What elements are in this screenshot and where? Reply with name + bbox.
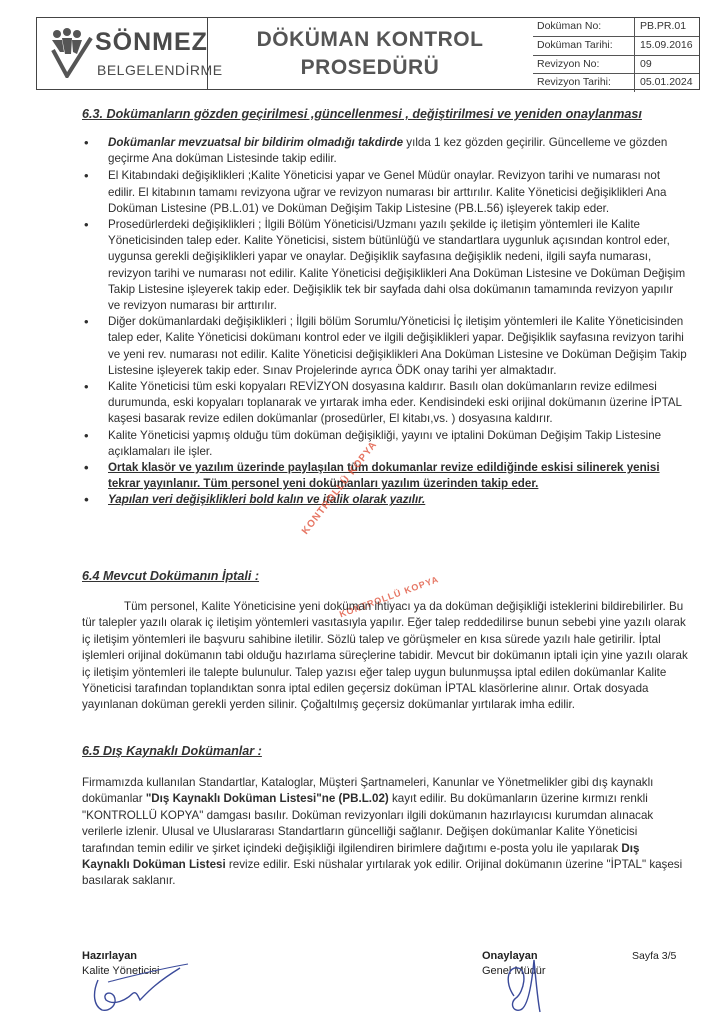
logo-name: SÖNMEZ [95, 28, 208, 56]
preparer-signature [84, 960, 194, 1016]
meta-value: PB.PR.01 [640, 20, 687, 32]
prepared-by: Kalite Yöneticisi [82, 965, 160, 977]
section-6-5-heading: 6.5 Dış Kaynaklı Dokümanlar : [82, 744, 262, 758]
list-item [82, 135, 688, 167]
section-6-3-list [82, 135, 688, 509]
section-6-5-text-part: Firmamızda kullanılan Standartlar, Kataloglar, Müşteri Şartnameleri, Kanunlar ve Yönetmelikler gibi dış kaynaklı dokümanlar [82, 776, 654, 806]
document-header [36, 17, 700, 90]
approved-by: Genel Müdür [482, 965, 546, 977]
meta-value: 15.09.2016 [640, 38, 693, 51]
title-line-1: DÖKÜMAN KONTROL [256, 27, 484, 51]
page-number: Sayfa 3/5 [632, 950, 677, 962]
meta-value: 09 [640, 57, 652, 70]
logo-cell [37, 18, 223, 89]
list-item: • Ortak klasör ve yazılım üzerinde paylaşılan tüm dokumanlar revize edildiğinde eskisi silinerek yenisi tekrar yayınlanır. Tüm personel yeni dokümanları yazılım üzerinden takip eder. [82, 460, 688, 492]
meta-row [533, 56, 699, 75]
section-6-5-text-part: kayıt edilir. Bu dokümanların üzerine kırmızı renkli "KONTROLLÜ KOPYA" damgası basılır. Doküman revizyonları ilgili dokümanın hazırlayıcısı kurumdan alınacak verilerle izlenir. Ulusal ve Uluslararası Standartların güncelliği sağlanır. Değişen dokümanlar Kalite Yöneticisi tarafından temin edilir ve şirket içindeki değişikliği ilgilendiren birimlere dağıtımı e-posta yolu ile yapılarak [82, 792, 654, 855]
meta-key: Doküman Tarihi: [533, 37, 635, 55]
meta-row [533, 74, 699, 92]
section-6-3-heading: 6.3. Dokümanların gözden geçirilmesi ,güncellenmesi , değiştirilmesi ve yeniden onaylanması [82, 107, 642, 121]
meta-key: Revizyon Tarihi: [533, 74, 635, 92]
list-item: • Diğer dokümanlardaki değişiklikleri ; İlgili bölüm Sorumlu/Yöneticisi İç iletişim yöntemleri ile Kalite Yöneticisinden talep eder, Kalite Yöneticisi dokümanı kontrol eder ve ilgili değişiklikleri yapar. Değişiklik sayfasına revizyon tarihi ve yeni rev. numarası not edilir. Kalite Yöneticisi değişiklikleri Ana Doküman Listesine ve Doküman Değişim Takip Listesine işleyerek takip eder. Sınav Projelerinde ayrıca ÖDK onay tarihi yer almaktadır. [82, 314, 688, 379]
section-6-5-text [82, 775, 690, 890]
bullet-1-text: yılda 1 kez gözden geçirilir. Güncelleme ve gözden geçirme Ana doküman Listesinde takip edilir. [108, 136, 668, 166]
kontrollu-kopya-stamp-secondary: KONTROLLÜ KOPYA [338, 574, 441, 620]
prepared-label: Hazırlayan [82, 950, 138, 962]
meta-value: 05.01.2024 [640, 76, 693, 89]
section-6-5-text-part: revize edilir. Eski nüshalar yırtılarak yok edilir. Orijinal dokümanın üzerine "İPTAL" kaşesi basılarak saklanır. [82, 858, 683, 888]
approver-signature [494, 952, 554, 1018]
list-item: • Yapılan veri değişiklikleri bold kalın ve italik olarak yazılır. [82, 492, 688, 508]
kontrollu-kopya-stamp: KONTROLLÜ KOPYA [300, 439, 380, 537]
document-meta-table [533, 18, 699, 89]
approved-label: Onaylayan [482, 950, 538, 962]
list-item: • Kalite Yöneticisi tüm eski kopyaları REVİZYON dosyasına kaldırır. Basılı olan dokümanların revize edilmesi durumunda, eski kopyaları toplanarak ve yırtarak imha eder. Kendisindeki eski orijinal dokümanın üzerine İPTAL kaşesi basarak revize edilen dokümanlar (prosedürler, El kitabı,vs. ) dosyasına kaldırır. [82, 379, 688, 428]
section-6-4-heading: 6.4 Mevcut Dokümanın İptali : [82, 569, 260, 583]
document-title [207, 18, 533, 89]
meta-row [533, 37, 699, 56]
list-item: • Prosedürlerdeki değişiklikleri ; İlgili Bölüm Yöneticisi/Uzmanı yazılı şekilde iç iletişim yöntemleri ile Kalite Yöneticisinden talep eder. Kalite Yöneticisi, sistem bütünlüğü ve standartlara uygunluk açısından kontrol eder, uygunsa gerekli değişiklikleri yapar ve onaylar. Değişiklik sayfasına değişiklik nedeni, ilgili sayfa numarası, revizyon tarihi ve numarası not edilir. Kalite Yöneticisi değişiklikleri Ana Doküman Listesine ve Doküman Değişim Takip Listesine işleyerek takip eder. Değişiklik tek bir sayfada dahi olsa dokümanın tamamında revizyon yapılır ve revizyon numarası bir arttırılır. [82, 217, 688, 314]
external-doc-list-ref: Dış Kaynaklı Doküman Listesi [82, 841, 640, 872]
section-6-4-text: Tüm personel, Kalite Yöneticisine yeni doküman ihtiyacı ya da doküman değişikliği isteklerini bildirebilirler. Bu tür talepler yazılı olarak iç iletişim yöntemleri vasıtasıyla yapılır. Eğer talep reddedilirse bunun sebebi yine yazılı olarak iç iletişim yöntemleri ile başvuru sahibine iletilir. Sözlü talep ve görüşmeler en kısa sürede yazılı hale getirilir. İptal işlemleri orijinal dokümanın tabi olduğu hazırlama süreçlerine tabidir. Mevcut bir dokümanın iptali için yine yazılı olarak iç iletişim yöntemleri ile talepte bulunulur. Talep yazısı eğer talep uygun bulunmuşsa iptal edilen dokümanlar Kalite Yöneticisi tarafından toplandıktan sonra iptal edilen geçersiz doküman İPTAL klasörlerine alınır. Ortak dosyada yayınlanan doküman gerekli yerden silinir. Çoğaltılmış geçersiz dokümanlar yırtılarak imha edilir. [82, 600, 688, 712]
meta-key: Doküman No: [533, 18, 635, 36]
title-line-2: PROSEDÜRÜ [300, 55, 440, 79]
bullet-1-bold: Dokümanlar mevzuatsal bir bildirim olmadığı takdirde [108, 136, 404, 149]
meta-key: Revizyon No: [533, 56, 635, 74]
list-item: • Kalite Yöneticisi yapmış olduğu tüm doküman değişikliği, yayını ve iptalini Doküman Değişim Takip Listesine açıklamaları ile işler. [82, 428, 688, 460]
logo-subtitle: BELGELENDİRME [97, 62, 223, 78]
list-item: • El Kitabındaki değişiklikleri ;Kalite Yöneticisi yapar ve Genel Müdür onaylar. Revizyon tarihi ve numarası not edilir. El kitabının tamamı revizyona uğrar ve revizyon numarası bir arttırılır. Kalite Yöneticisi değişiklikleri Ana Doküman Listesine (PB.L.01) ve Doküman Değişim Takip Listesine (PB.L.56) işleyerek takip eder. [82, 168, 688, 217]
meta-row [533, 18, 699, 37]
external-doc-list-ref: "Dış Kaynaklı Doküman Listesi"ne (PB.L.02) [145, 792, 389, 806]
logo-people-icon [51, 28, 93, 78]
